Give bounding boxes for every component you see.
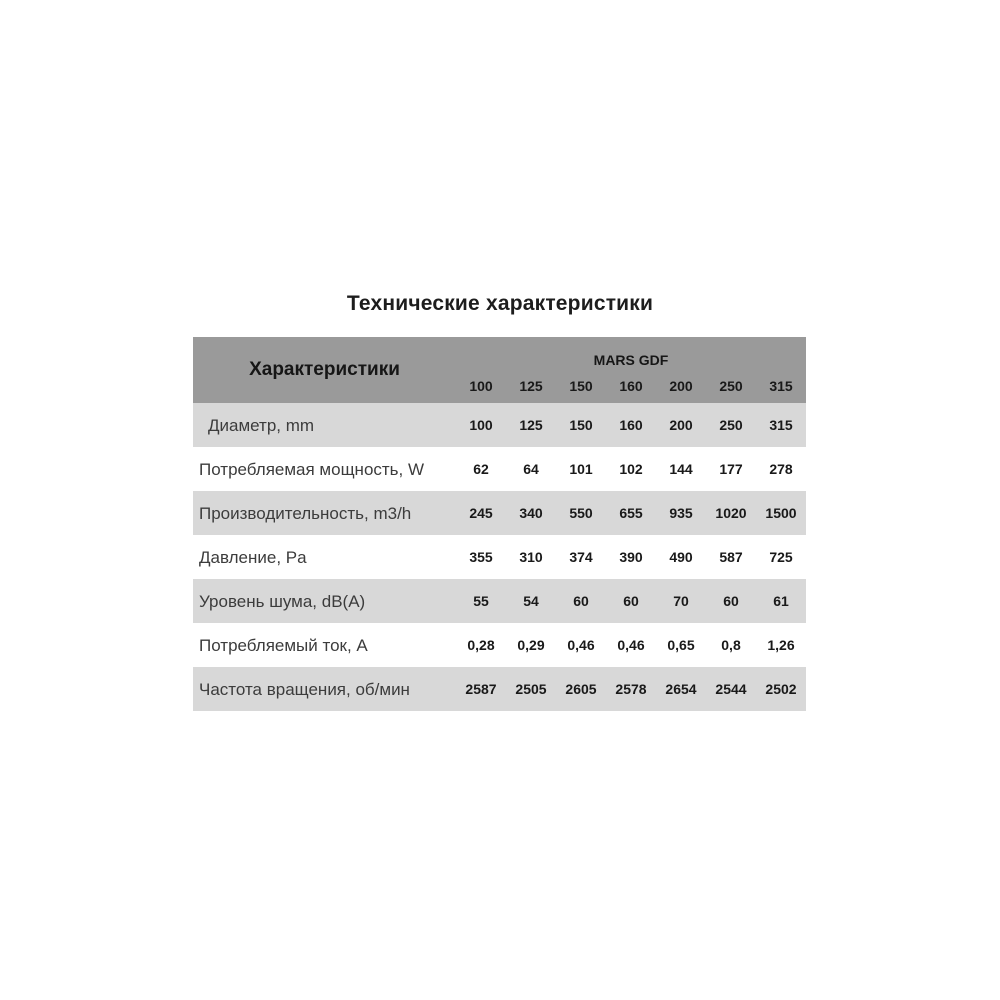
row-label: Потребляемая мощность, W: [199, 459, 425, 479]
cell-value: 2654: [665, 681, 697, 697]
cell-value: 125: [519, 417, 543, 433]
cell-value: 60: [623, 593, 639, 609]
cell-value: 725: [769, 549, 793, 565]
table-row: [193, 403, 806, 447]
header-model-name: MARS GDF: [593, 352, 669, 368]
row-values: [456, 417, 806, 433]
row-label: Уровень шума, dB(A): [199, 591, 366, 611]
cell-value: 245: [469, 505, 493, 521]
spec-table: [193, 337, 806, 711]
row-label: Диаметр, mm: [208, 415, 315, 435]
header-column: 200: [669, 378, 693, 394]
row-values: [456, 637, 806, 653]
cell-value: 340: [519, 505, 543, 521]
row-values: [456, 681, 806, 697]
cell-value: 0,8: [721, 637, 741, 653]
table-body: [193, 403, 806, 711]
cell-value: 0,65: [667, 637, 695, 653]
row-label: Частота вращения, об/мин: [199, 679, 410, 699]
cell-value: 177: [719, 461, 743, 477]
cell-value: 150: [569, 417, 593, 433]
cell-value: 2587: [465, 681, 497, 697]
row-values: [456, 593, 806, 609]
cell-value: 0,46: [617, 637, 645, 653]
cell-value: 2502: [765, 681, 797, 697]
cell-value: 64: [523, 461, 539, 477]
row-values: [456, 461, 806, 477]
cell-value: 101: [569, 461, 593, 477]
cell-value: 550: [569, 505, 593, 521]
cell-value: 70: [673, 593, 689, 609]
cell-value: 61: [773, 593, 789, 609]
page-title: Технические характеристики: [346, 292, 654, 315]
cell-value: 0,28: [467, 637, 495, 653]
table-row: [193, 491, 806, 535]
header-column: 160: [619, 378, 643, 394]
cell-value: 935: [669, 505, 693, 521]
cell-value: 144: [669, 461, 693, 477]
cell-value: 60: [573, 593, 589, 609]
cell-value: 310: [519, 549, 543, 565]
header-column: 125: [519, 378, 543, 394]
header-column: 250: [719, 378, 743, 394]
row-label: Давление, Pa: [199, 547, 307, 567]
cell-value: 2605: [565, 681, 597, 697]
cell-value: 200: [669, 417, 693, 433]
cell-value: 1500: [765, 505, 797, 521]
cell-value: 490: [669, 549, 693, 565]
cell-value: 2578: [615, 681, 647, 697]
cell-value: 250: [719, 417, 743, 433]
header-size-columns: [456, 369, 806, 403]
cell-value: 587: [719, 549, 743, 565]
header-characteristics-label: Характеристики: [249, 359, 400, 380]
cell-value: 0,46: [567, 637, 595, 653]
cell-value: 54: [523, 593, 539, 609]
table-row: [193, 579, 806, 623]
cell-value: 100: [469, 417, 493, 433]
cell-value: 2544: [715, 681, 747, 697]
cell-value: 60: [723, 593, 739, 609]
header-model-group: [456, 337, 806, 403]
cell-value: 1,26: [767, 637, 795, 653]
cell-value: 102: [619, 461, 643, 477]
table-row: [193, 667, 806, 711]
cell-value: 390: [619, 549, 643, 565]
cell-value: 278: [769, 461, 793, 477]
table-row: [193, 623, 806, 667]
row-values: [456, 549, 806, 565]
table-header-row: [193, 337, 806, 403]
header-column: 150: [569, 378, 593, 394]
cell-value: 0,29: [517, 637, 545, 653]
cell-value: 655: [619, 505, 643, 521]
header-column: 100: [469, 378, 493, 394]
row-label: Производительность, m3/h: [199, 503, 412, 523]
cell-value: 355: [469, 549, 493, 565]
cell-value: 374: [569, 549, 593, 565]
cell-value: 55: [473, 593, 489, 609]
row-values: [456, 505, 806, 521]
table-row: [193, 447, 806, 491]
cell-value: 1020: [715, 505, 747, 521]
cell-value: 2505: [515, 681, 547, 697]
cell-value: 160: [619, 417, 643, 433]
header-column: 315: [769, 378, 793, 394]
table-row: [193, 535, 806, 579]
cell-value: 62: [473, 461, 489, 477]
row-label: Потребляемый ток, A: [199, 635, 368, 655]
cell-value: 315: [769, 417, 793, 433]
